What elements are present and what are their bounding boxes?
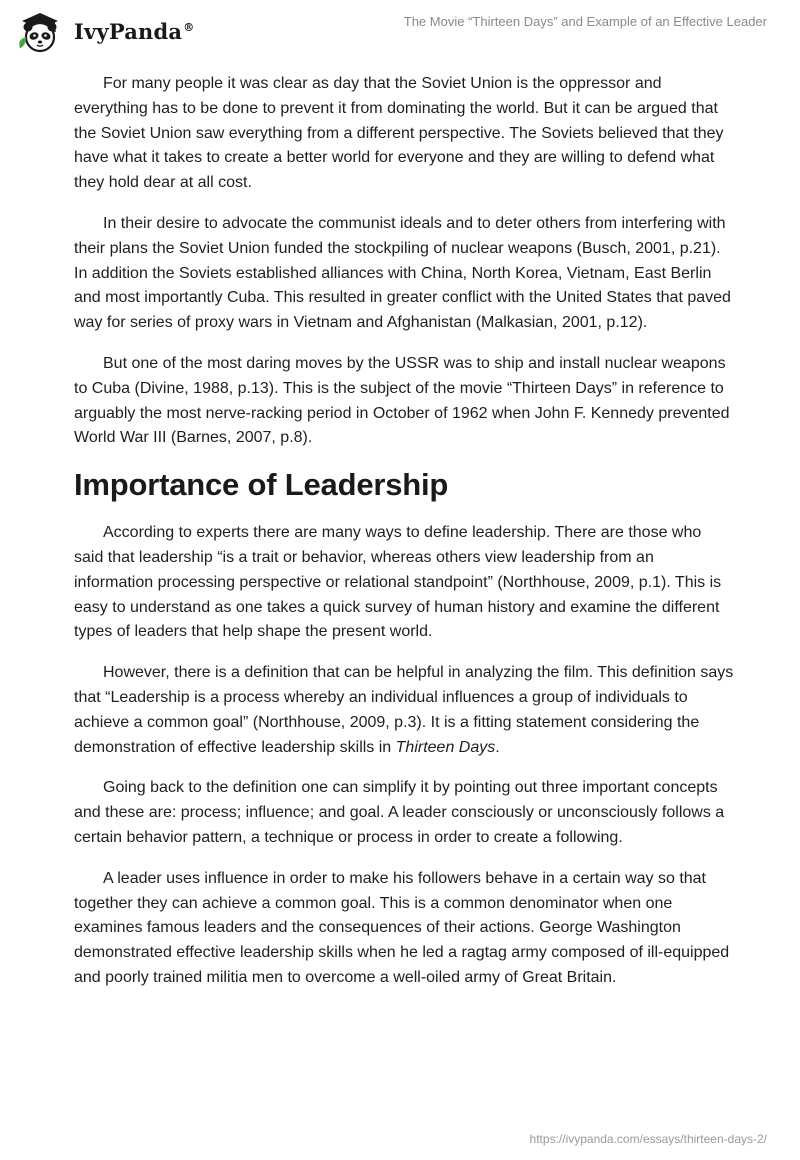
paragraph-text: However, there is a definition that can be helpful in analyzing the film. This definition says that “Leadership is a process whereby an individual influences a group of individuals to achieve a common goal” (Northhouse, 2009, p.3). It is a fitting statement considering the demonstration of effective leadership skills in: [74, 664, 734, 756]
panda-graduation-cap-logo-icon: [14, 8, 66, 54]
page-header: [0, 0, 800, 60]
essay-body: [74, 72, 734, 1007]
film-title-italic: Thirteen Days: [395, 738, 496, 756]
registered-mark: ®: [183, 20, 195, 34]
section-heading-importance-of-leadership: Importance of Leadership: [74, 467, 449, 503]
paragraph-leadership-definition: [74, 661, 734, 760]
ivypanda-logo[interactable]: [14, 8, 194, 54]
paragraph-soviet-perspective: For many people it was clear as day that the Soviet Union is the oppressor and everything has to be done to prevent it from dominating the world. But it can be argued that the Soviet Union saw everything from a different perspective. The Soviets believed that they have what it takes to create a better world for everyone and they are willing to defend what they hold dear at all cost.: [74, 75, 724, 192]
source-url-link[interactable]: https://ivypanda.com/essays/thirteen-days-2/: [529, 1132, 767, 1146]
paragraph-three-concepts: Going back to the definition one can simplify it by pointing out three important concepts and these are: process; influence; and goal. A leader consciously or unconsciously follows a certain behavior pattern, a technique or process in order to create a following.: [74, 779, 725, 846]
paragraph-defining-leadership: According to experts there are many ways to define leadership. There are those who said that leadership “is a trait or behavior, whereas others view leadership from an information processing perspective or relational standpoint” (Northhouse, 2009, p.1). This is easy to understand as one takes a quick survey of human history and examine the different types of leaders that help shape the present world.: [74, 524, 722, 641]
document-title: The Movie “Thirteen Days” and Example of an Effective Leader: [403, 14, 767, 29]
paragraph-cuba-weapons: But one of the most daring moves by the USSR was to ship and install nuclear weapons to Cuba (Divine, 1988, p.13). This is the subject of the movie “Thirteen Days” in reference to arguably the most nerve-racking period in October of 1962 when John F. Kennedy prevented World War III (Barnes, 2007, p.8).: [74, 354, 730, 447]
paragraph-leader-influence: A leader uses influence in order to make his followers behave in a certain way so that together they can achieve a common goal. This is a common denominator when one examines famous leaders and the consequences of their actions. George Washington demonstrated effective leadership skills when he led a ragtag army composed of ill-equipped and poorly trained militia men to overcome a well-oiled army of Great Britain.: [74, 869, 730, 986]
paragraph-end-punctuation: .: [495, 738, 500, 756]
paragraph-communist-ideals: In their desire to advocate the communist ideals and to deter others from interfering with their plans the Soviet Union funded the stockpiling of nuclear weapons (Busch, 2001, p.21). In addition the Soviets established alliances with China, North Korea, Vietnam, East Berlin and most importantly Cuba. This resulted in greater conflict with the United States that paved way for series of proxy wars in Vietnam and Afghanistan (Malkasian, 2001, p.12).: [74, 214, 731, 332]
brand-name: IvyPanda®: [74, 18, 195, 44]
